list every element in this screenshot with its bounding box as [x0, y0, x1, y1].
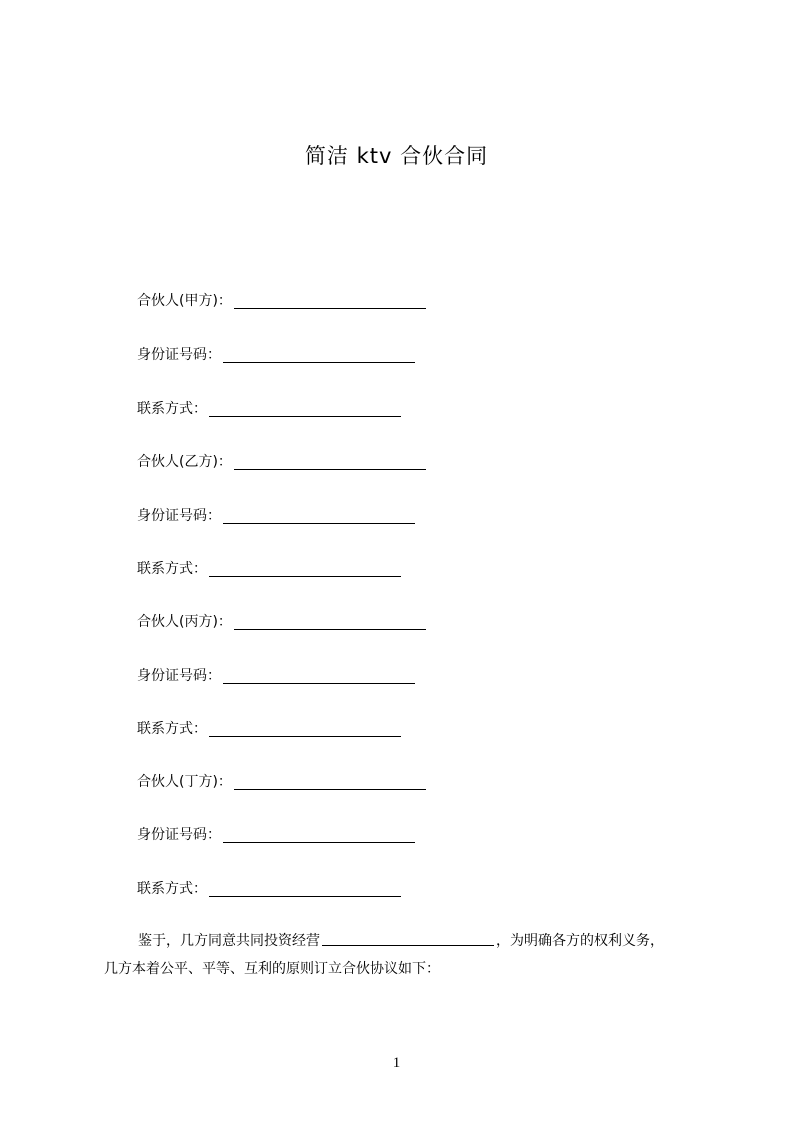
field-label: 身份证号码：	[137, 668, 221, 684]
field-label: 身份证号码：	[137, 508, 221, 524]
page-number: 1	[392, 1055, 401, 1071]
partner-d-id-field	[137, 824, 415, 846]
preamble-text-2: ，为明确各方的权利义务，	[496, 933, 664, 949]
field-label: 合伙人(丁方)：	[137, 774, 232, 790]
business-name-blank[interactable]	[322, 927, 494, 946]
partner-c-contact-blank[interactable]	[209, 718, 401, 737]
field-label: 联系方式：	[137, 881, 207, 897]
preamble-line-1	[104, 927, 724, 955]
partner-c-contact-field	[137, 718, 401, 740]
partner-b-contact-field	[137, 558, 401, 580]
field-label: 联系方式：	[137, 401, 207, 417]
partner-c-name-blank[interactable]	[234, 611, 426, 630]
field-label: 身份证号码：	[137, 347, 221, 363]
partner-d-contact-blank[interactable]	[209, 878, 401, 897]
partner-a-id-field	[137, 344, 415, 366]
preamble-paragraph	[104, 927, 724, 983]
field-label: 身份证号码：	[137, 827, 221, 843]
partner-a-name-blank[interactable]	[234, 290, 426, 309]
partner-b-id-blank[interactable]	[223, 505, 415, 524]
preamble-text-1: 鉴于，几方同意共同投资经营	[138, 933, 320, 949]
preamble-line-2: 几方本着公平、平等、互利的原则订立合伙协议如下：	[104, 961, 440, 977]
field-label: 联系方式：	[137, 721, 207, 737]
field-label: 合伙人(甲方)：	[137, 293, 232, 309]
partner-d-name-blank[interactable]	[234, 771, 426, 790]
partner-b-name-blank[interactable]	[234, 451, 426, 470]
partner-d-id-blank[interactable]	[223, 824, 415, 843]
partner-a-id-blank[interactable]	[223, 344, 415, 363]
field-label: 联系方式：	[137, 561, 207, 577]
partner-b-field	[137, 451, 426, 473]
partner-a-contact-blank[interactable]	[209, 398, 401, 417]
field-label: 合伙人(丙方)：	[137, 614, 232, 630]
partner-d-field	[137, 771, 426, 793]
partner-b-contact-blank[interactable]	[209, 558, 401, 577]
partner-a-field	[137, 290, 426, 312]
partner-c-field	[137, 611, 426, 633]
partner-c-id-field	[137, 665, 415, 687]
partner-d-contact-field	[137, 878, 401, 900]
partner-a-contact-field	[137, 398, 401, 420]
page-title: 简洁 ktv 合伙合同	[304, 144, 489, 168]
partner-c-id-blank[interactable]	[223, 665, 415, 684]
field-label: 合伙人(乙方)：	[137, 454, 232, 470]
partner-b-id-field	[137, 505, 415, 527]
